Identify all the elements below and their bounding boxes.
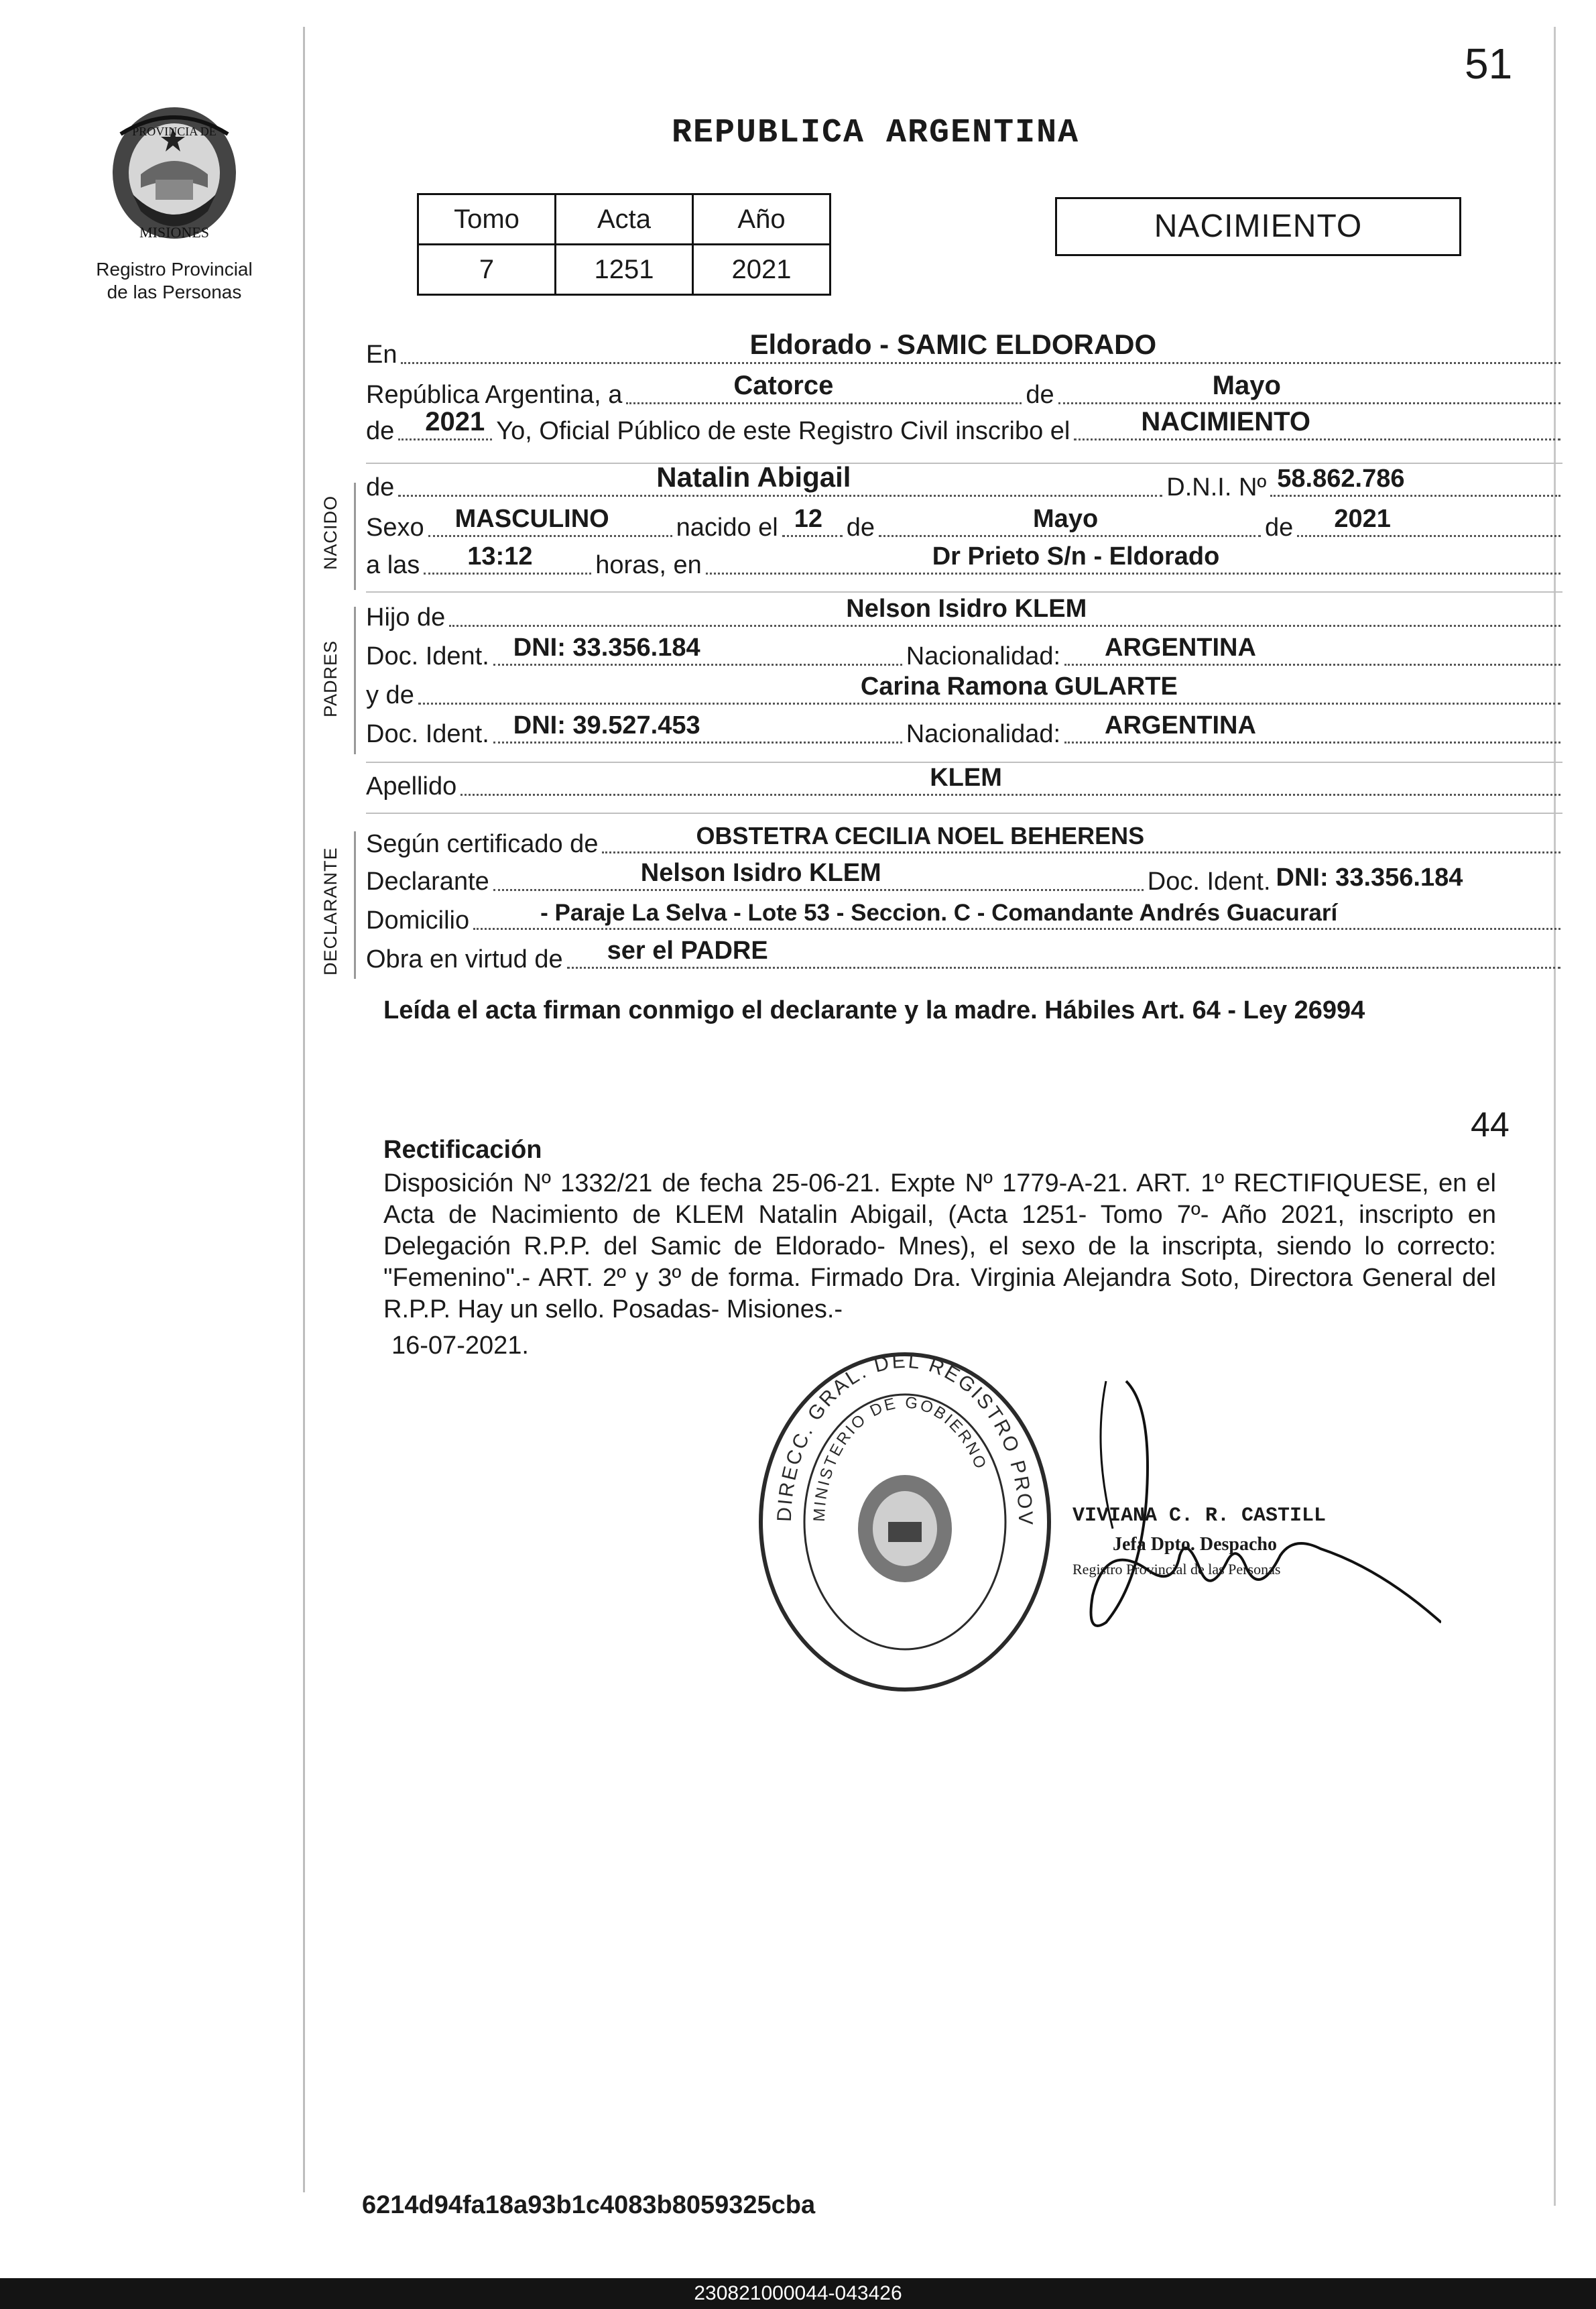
father-doc: DNI: 33.356.184: [513, 634, 700, 662]
acta-value: 1251: [556, 245, 693, 295]
cert-label: Según certificado de: [366, 830, 599, 858]
registry-table: [417, 193, 831, 296]
place-value: Eldorado - SAMIC ELDORADO: [749, 329, 1157, 360]
svg-text:MISIONES: MISIONES: [139, 224, 209, 241]
birth-year: 2021: [1334, 505, 1391, 533]
child-name: Natalin Abigail: [656, 461, 851, 493]
mother-nat-label: Nacionalidad:: [906, 720, 1061, 748]
de-label: de: [1026, 381, 1054, 409]
father-nat-label: Nacionalidad:: [906, 642, 1061, 670]
hijo-label: Hijo de: [366, 603, 446, 632]
country-title: REPUBLICA ARGENTINA: [672, 114, 1080, 152]
event-value: NACIMIENTO: [1141, 407, 1310, 436]
certificate-value: OBSTETRA CECILIA NOEL BEHERENS: [696, 822, 1145, 849]
birth-day: 12: [794, 505, 823, 533]
year-value: 2021: [425, 407, 485, 436]
birth-month: Mayo: [1033, 505, 1099, 533]
svg-text:PROVINCIA DE: PROVINCIA DE: [132, 125, 217, 138]
rep-label: República Argentina, a: [366, 381, 623, 409]
rectification-text: Disposición Nº 1332/21 de fecha 25-06-21. Expte Nº 1779-A-21. ART. 1º RECTIFIQUESE, en el Acta de Nacimiento de KLEM Natalin Abigail, (Acta 1251- Tomo 7º- Año 2021, inscripto en Delegación R.P.P. del Samic de Eldorado- Mnes), el sexo de la inscripta, siendo lo correcto: "Femenino".- ART. 2º y 3º de forma. Firmado Dra. Virginia Alejandra Soto, Directora General del R.P.P. Hay un sello. Posadas- Misiones.-: [383, 1169, 1496, 1323]
yde-label: y de: [366, 681, 414, 709]
sexo-label: Sexo: [366, 514, 424, 542]
birth-address: Dr Prieto S/n - Eldorado: [932, 542, 1220, 571]
anio-header: Año: [693, 194, 831, 245]
logo-caption-1: Registro Provincial: [96, 259, 253, 280]
rectification-date: 16-07-2021.: [391, 1331, 529, 1360]
line-surname: [366, 764, 1564, 801]
anio-value: 2021: [693, 245, 831, 295]
mother-nationality: ARGENTINA: [1105, 711, 1256, 739]
mother-name: Carina Ramona GULARTE: [860, 672, 1178, 701]
left-margin-line: [303, 27, 305, 2192]
line-certificate: [366, 822, 1564, 859]
dni-label: D.N.I. Nº: [1166, 473, 1267, 501]
line-virtue: [366, 937, 1564, 974]
rectification-title: Rectificación: [383, 1136, 542, 1164]
obra-label: Obra en virtud de: [366, 945, 563, 973]
nacido-el-label: nacido el: [676, 514, 778, 542]
margin-number: 44: [1471, 1106, 1510, 1144]
line-name: [366, 461, 1564, 502]
de-label-year: de: [366, 417, 395, 445]
day-word-value: Catorce: [733, 371, 834, 400]
surname-value: KLEM: [930, 764, 1002, 792]
tomo-header: Tomo: [418, 194, 556, 245]
line-declarant: [366, 859, 1564, 896]
father-nationality: ARGENTINA: [1105, 634, 1256, 662]
padres-section-label: PADRES: [320, 640, 341, 717]
acta-header: Acta: [556, 194, 693, 245]
declarant-doc: DNI: 33.356.184: [1276, 864, 1463, 892]
svg-text:DIRECC. GRAL. DEL REGISTRO PRO: DIRECC. GRAL. DEL REGISTRO PROV: [773, 1350, 1037, 1527]
declarant-name: Nelson Isidro KLEM: [640, 859, 881, 887]
child-dni: 58.862.786: [1277, 465, 1405, 493]
father-doc-label: Doc. Ident.: [366, 642, 489, 670]
footer-code-bar: 230821000044-043426: [0, 2278, 1596, 2309]
nacido-section-label: NACIDO: [320, 495, 341, 570]
obra-value: ser el PADRE: [607, 937, 768, 965]
page-number: 51: [1465, 40, 1513, 88]
line-mother-doc: [366, 711, 1564, 749]
signatory-role: Jefa Dpto. Despacho: [1113, 1534, 1277, 1555]
line-place: [366, 329, 1564, 369]
declarant-doc-label: Doc. Ident.: [1147, 868, 1271, 896]
domicile-value: - Paraje La Selva - Lote 53 - Seccion. C - Comandante Andrés Guacurarí: [540, 900, 1338, 926]
line-time: [366, 542, 1564, 580]
line-mother: [366, 672, 1564, 710]
oficial-text: Yo, Oficial Público de este Registro Civil inscribo el: [496, 417, 1070, 445]
apellido-label: Apellido: [366, 772, 457, 801]
signatory-name: VIVIANA C. R. CASTILL: [1072, 1504, 1327, 1527]
mother-doc: DNI: 39.527.453: [513, 711, 700, 739]
line-father-doc: [366, 634, 1564, 671]
en-label: En: [366, 341, 397, 369]
line-date: [366, 371, 1564, 410]
registry-logo: [94, 94, 255, 304]
de-label-name: de: [366, 473, 395, 501]
official-stamp: [751, 1348, 1059, 1696]
logo-caption-2: de las Personas: [107, 282, 242, 302]
a-las-label: a las: [366, 551, 420, 579]
signatory-org: Registro Provincial de las Personas: [1072, 1561, 1281, 1578]
line-domicile: [366, 900, 1564, 935]
line-oficial: [366, 407, 1564, 446]
month-value: Mayo: [1212, 371, 1281, 400]
father-name: Nelson Isidro KLEM: [846, 595, 1087, 623]
horas-label: horas, en: [595, 551, 702, 579]
de-label-2: de: [846, 514, 875, 542]
svg-text:MINISTERIO DE GOBIERNO: MINISTERIO DE GOBIERNO: [810, 1393, 991, 1523]
mother-doc-label: Doc. Ident.: [366, 720, 489, 748]
province-seal-icon: [94, 94, 255, 255]
line-sex: [366, 505, 1564, 542]
sexo-value: MASCULINO: [454, 505, 609, 533]
stamp-seal-icon: [751, 1348, 1059, 1696]
birth-time: 13:12: [467, 542, 533, 571]
record-type-box: NACIMIENTO: [1055, 197, 1461, 256]
declarante-section-label: DECLARANTE: [320, 847, 341, 975]
domicilio-label: Domicilio: [366, 906, 470, 935]
de-label-3: de: [1265, 514, 1294, 542]
document-hash: 6214d94fa18a93b1c4083b8059325cba: [362, 2191, 816, 2219]
declarante-label: Declarante: [366, 868, 489, 896]
line-father: [366, 595, 1564, 632]
tomo-value: 7: [418, 245, 556, 295]
closing-statement: Leída el acta firman conmigo el declarante y la madre. Hábiles Art. 64 - Ley 26994: [383, 996, 1365, 1024]
